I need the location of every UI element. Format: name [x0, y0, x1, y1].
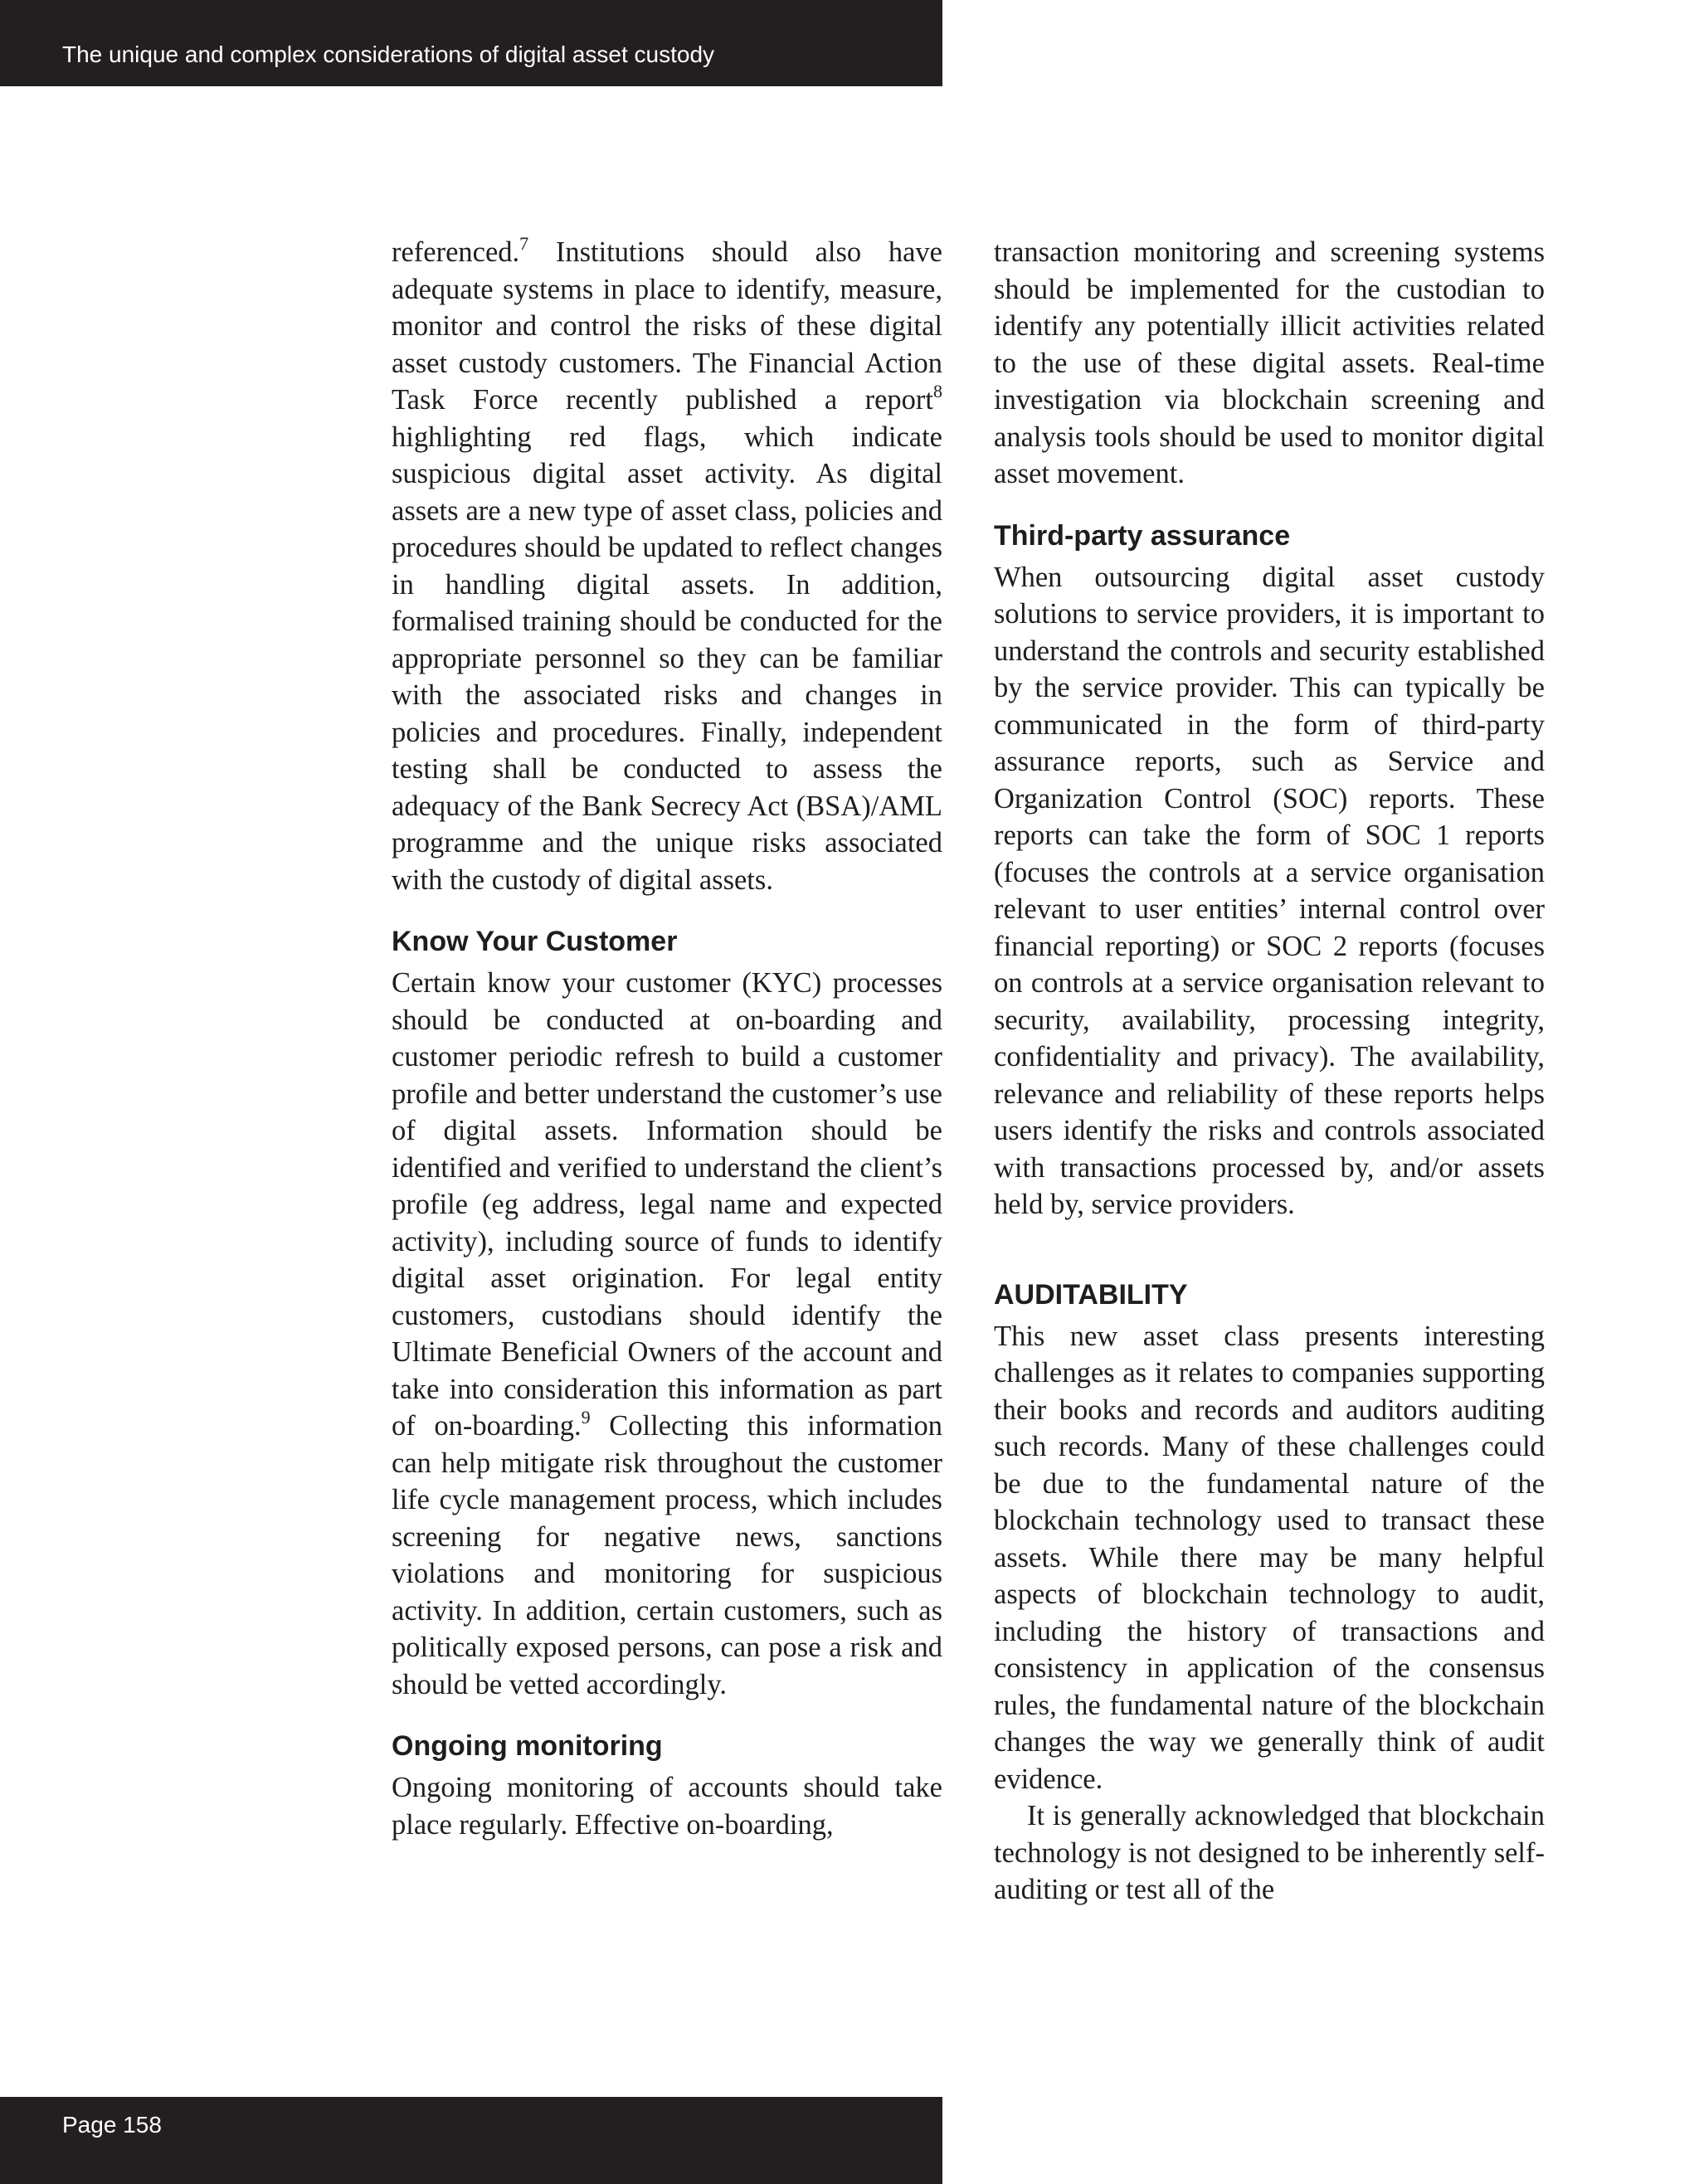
right-column [994, 234, 1545, 1909]
third-party-assurance-heading: Third-party assurance [994, 519, 1291, 552]
auditability-paragraph-2: It is generally acknowledged that blockchain technology is not designed to be inherently self-auditing or test all of the [994, 1800, 1545, 1905]
footer-bar [0, 2097, 942, 2184]
left-column [392, 234, 942, 1843]
running-header-title: The unique and complex considerations of digital asset custody [62, 41, 715, 67]
auditability-heading: AUDITABILITY [994, 1278, 1188, 1311]
auditability-paragraph-1: This new asset class presents interesting challenges as it relates to companies supporting their books and records and auditors auditing such records. Many of these challenges could be due to the fundamental nature of the blockchain technology used to transact these assets. While there may be many helpful aspects of blockchain technology to audit, including the history of transactions and consistency in application of the consensus rules, the fundamental nature of the blockchain changes the way we generally think of audit evidence. [994, 1320, 1545, 1795]
ongoing-monitoring-paragraph-start: Ongoing monitoring of accounts should take place regularly. Effective on-boarding, [392, 1772, 942, 1841]
kyc-heading: Know Your Customer [392, 926, 678, 957]
kyc-paragraph [392, 965, 942, 1703]
ongoing-monitoring-paragraph-continued: transaction monitoring and screening systems should be implemented for the custodian to identify any potentially illicit activities related to the use of these digital assets. Real-time investigation via blockchain screening and analysis tools should be used to monitor digital asset movement. [994, 236, 1545, 489]
intro-text-2: Institutions should also have adequate systems in place to identify, measure, monitor and control the risks of these digital asset custody customers. The Financial Action Task Force recently published a report [392, 236, 942, 416]
ongoing-monitoring-heading: Ongoing monitoring [392, 1730, 663, 1762]
intro-text-3: highlighting red flags, which indicate suspicious digital asset activity. As digital assets are a new type of asset class, policies and procedures should be updated to reflect changes in handling digital assets. In addition, formalised training should be conducted for the appropriate personnel so they can be familiar with the associated risks and changes in policies and procedures. Finally, independent testing shall be conducted to assess the adequacy of the Bank Secrecy Act (BSA)/AML programme and the unique risks associated with the custody of digital assets. [392, 421, 942, 896]
footnote-ref-7: 7 [519, 232, 529, 254]
page-number: Page 158 [62, 2112, 162, 2138]
footnote-ref-9: 9 [581, 1406, 591, 1428]
intro-text-1: referenced. [392, 236, 520, 268]
kyc-text-1: Certain know your customer (KYC) processes should be conducted at on-boarding and customer periodic refresh to build a customer profile and better understand the customer’s use of digital assets. Information should be identified and verified to understand the client’s profile (eg address, legal name and expected activity), including source of funds to identify digital asset origination. For legal entity customers, custodians should identify the Ultimate Beneficial Owners of the account and take into consideration this information as part of on-boarding. [392, 967, 942, 1442]
intro-paragraph [392, 234, 942, 898]
kyc-text-2: Collecting this information can help mitigate risk throughout the customer life cycle management process, which includes screening for negative news, sanctions violations and monitoring for suspicious activity. In addition, certain customers, such as politically exposed persons, can pose a risk and should be vetted accordingly. [392, 1410, 942, 1700]
footnote-ref-8: 8 [933, 380, 942, 401]
third-party-assurance-paragraph: When outsourcing digital asset custody solutions to service providers, it is important to understand the controls and security established by the service provider. This can typically be communicated in the form of third-party assurance reports, such as Service and Organization Control (SOC) reports. These reports can take the form of SOC 1 reports (focuses the controls at a service organisation relevant to user entities’ internal control over financial reporting) or SOC 2 reports (focuses on controls at a service organisation relevant to security, availability, processing integrity, confidentiality and privacy). The availability, relevance and reliability of these reports helps users identify the risks and controls associated with transactions processed by, and/or assets held by, service providers. [994, 561, 1545, 1220]
